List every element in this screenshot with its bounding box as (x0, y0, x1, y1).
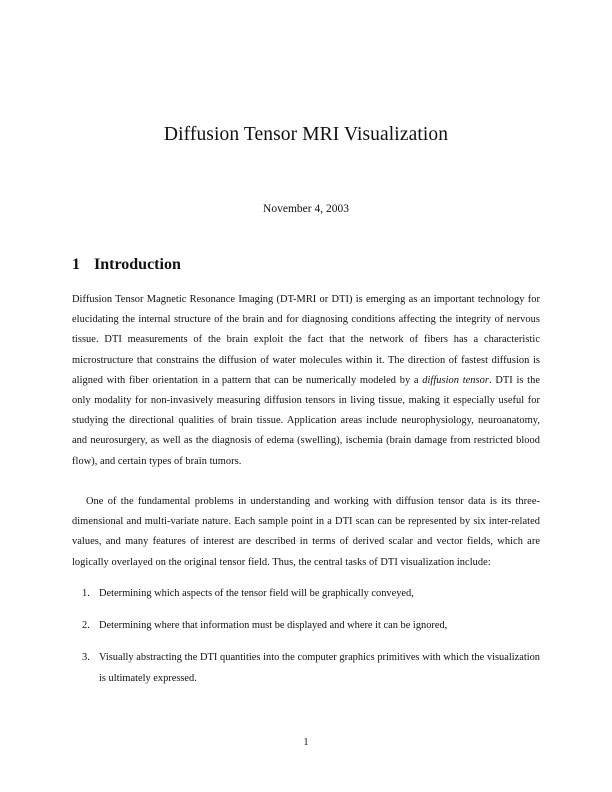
page-number: 1 (303, 737, 309, 748)
list-item-text: Visually abstracting the DTI quantities into the computer graphics primitives with which the visualization is ultimately expressed. (99, 652, 540, 684)
list-item-text: Determining which aspects of the tensor field will be graphically conveyed, (99, 588, 414, 599)
list-item (72, 648, 540, 688)
list-marker: 3. (82, 652, 90, 664)
paragraph-text-part: . DTI is the only modality for non-invasively measuring diffusion tensors in living tissue, making it especially useful for studying the directional qualities of brain tissue. Application areas include neurophysiology, neuroanatomy, and neurosurgery, as well as the diagnosis of edema (swelling), ischemia (brain damage from restricted blood flow), and certain types of brain tumors. (72, 374, 541, 467)
section-number: 1 (72, 256, 80, 273)
document-title: Diffusion Tensor MRI Visualization (163, 124, 449, 145)
document-date: November 4, 2003 (263, 203, 349, 215)
section-title: Introduction (94, 256, 181, 273)
section-heading (72, 256, 181, 274)
task-list (72, 584, 540, 701)
paragraph-intro (72, 290, 540, 472)
list-marker: 2. (82, 620, 90, 632)
paragraph-text-part: Diffusion Tensor Magnetic Resonance Imaging (DT-MRI or DTI) is emerging as an important technology for elucidating the internal structure of the brain and for diagnosing conditions affecting the integrity of nervous tissue. DTI measurements of the brain exploit the fact that the network of fibers has a characteristic microstructure that constrains the diffusion of water molecules within it. The direction of fastest diffusion is aligned with fiber orientation in a pattern that can be numerically modeled by a (72, 294, 540, 386)
emphasized-term: diffusion tensor (422, 374, 489, 386)
list-item (72, 616, 540, 636)
list-marker: 1. (82, 588, 90, 599)
paragraph-problems: One of the fundamental problems in understanding and working with diffusion tensor data is its three-dimensional and multi-variate nature. Each sample point in a DTI scan can be represented by six inter-related values, and many features of interest are described in terms of derived scalar and vector fields, which are logically overlayed on the original tensor field. Thus, the central tasks of DTI visualization include: (72, 496, 540, 568)
list-item (72, 584, 540, 604)
list-item-text: Determining where that information must be displayed and where it can be ignored, (99, 620, 448, 632)
